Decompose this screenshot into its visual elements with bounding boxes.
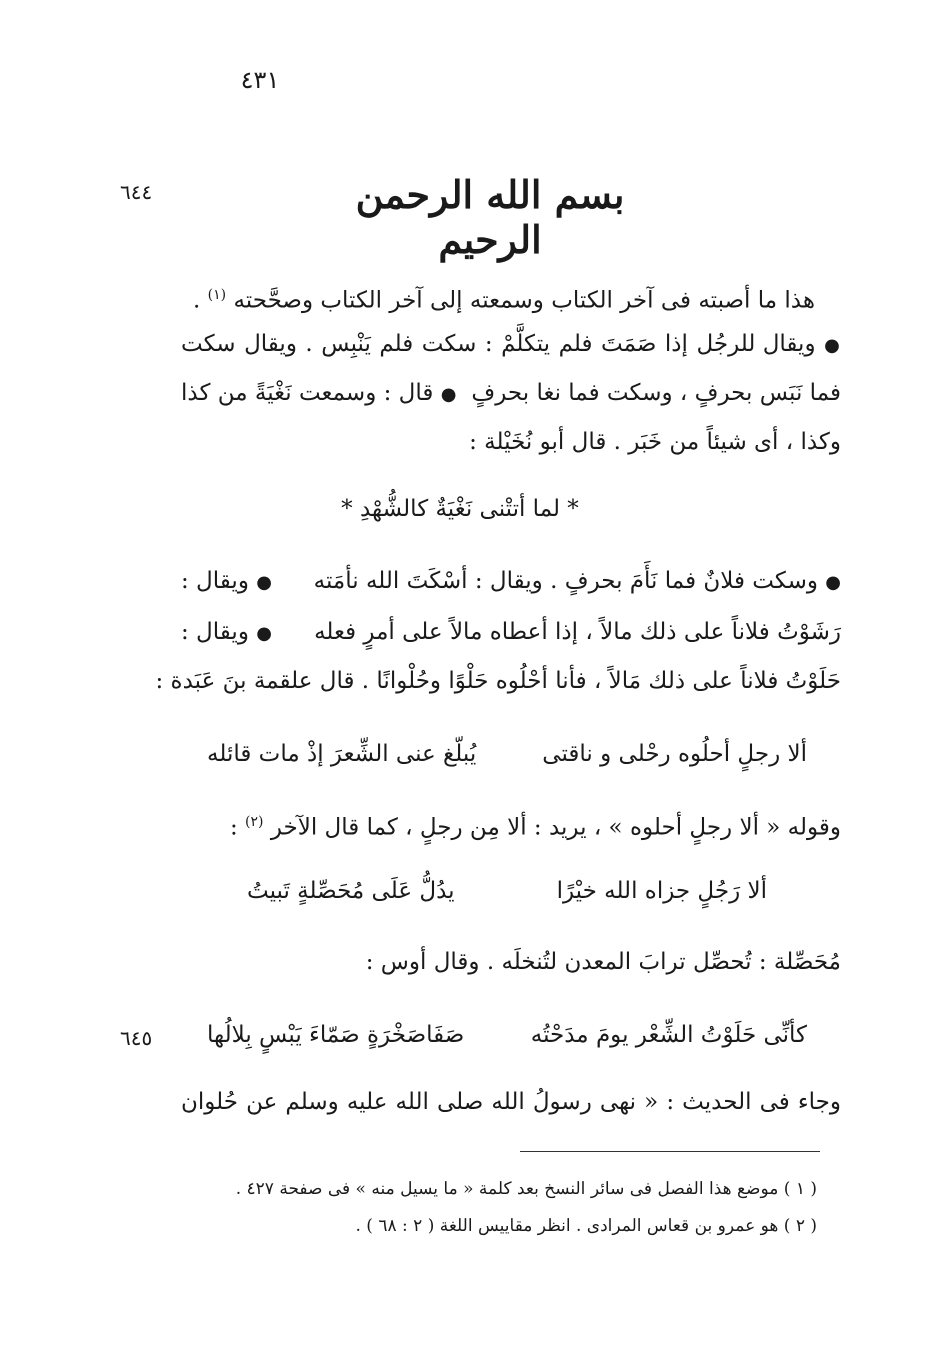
verse-2-second-half: يدُلُّ عَلَى مُحَصِّلةٍ تَبيتُ — [247, 878, 455, 904]
text-line-8-body: وقوله « ألا رجلٍ أحلوه » ، يريد : ألا مِن رجلٍ ، كما قال الآخر — [270, 814, 841, 841]
bullet-marker: ● — [440, 384, 457, 405]
text-line-10: وجاء فى الحديث : « نهى رسولُ الله صلى الله عليه وسلم عن حُلوان — [181, 1089, 841, 1115]
text-line-6 — [181, 613, 841, 653]
text-line-3-part-a: فما نَبَس بحرفٍ ، وسكت فما نغا بحرفٍ — [471, 380, 841, 406]
poetry-hemistich: * لما أتتْنى نَغْيَةٌ كالشُّهْدِ * — [341, 496, 579, 522]
footnote-separator — [520, 1151, 820, 1152]
text-line-3 — [181, 374, 841, 414]
text-line-5-part-a: وسكت فلانٌ فما نَأَمَ بحرفٍ . ويقال : أسْكَتَ الله نأمَته — [313, 568, 818, 594]
poetry-verse-3 — [207, 1016, 807, 1054]
verse-1-second-half: يُبلّغ عنى الشِّعرَ إذْ مات قائله — [207, 741, 477, 767]
bullet-marker: ● — [256, 572, 272, 593]
poetry-verse-2 — [247, 872, 767, 910]
poetry-verse-1 — [207, 735, 807, 773]
text-line-5 — [181, 562, 841, 602]
text-line-6-part-a: رَشَوْتُ فلاناً على ذلك مالاً ، إذا أعطاه مالاً على أمرٍ فعله — [314, 619, 841, 645]
text-line-8-colon: : — [229, 814, 238, 841]
text-line-5-part-b: ويقال : — [181, 568, 249, 594]
footnote-1: ( ١ ) موضع هذا الفصل فى سائر النسخ بعد كلمة « ما يسيل منه » فى صفحة ٤٢٧ . — [235, 1179, 817, 1199]
text-line-3-part-b: قال : وسمعت نَغْيَةً من كذا — [181, 380, 434, 406]
text-line-4: وكذا ، أى شيئاً من خَبَر . قال أبو نُخَيْلة : — [469, 429, 841, 455]
bullet-marker: ● — [256, 623, 272, 644]
margin-number-bottom: ٦٤٥ — [120, 1026, 153, 1050]
text-line-2-body: ويقال للرجُل إذا صَمَتَ فلم يتكلَّمْ : سكت فلم يَنْبِس . ويقال سكت — [181, 331, 816, 357]
verse-3-second-half: صَفَاصَخْرَةٍ صَمّاءَ يَبْسٍ بِلالُها — [207, 1022, 465, 1048]
bullet-marker: ● — [824, 335, 841, 356]
margin-number-top: ٦٤٤ — [120, 180, 153, 204]
verse-1-first-half: ألا رجلٍ أحلُوه رحْلى و ناقتى — [542, 741, 807, 767]
footnote-ref-2: (٢) — [245, 814, 264, 830]
footnote-2: ( ٢ ) هو عمرو بن قعاس المرادى . انظر مقاييس اللغة ( ٢ : ٦٨ ) . — [355, 1216, 817, 1236]
text-line-1-body: هذا ما أصبته فى آخر الكتاب وسمعته إلى آخر الكتاب وصحَّحته — [233, 287, 815, 314]
text-line-9: مُحَصِّلة : تُحصِّل ترابَ المعدن لتُنخلَه . وقال أوس : — [365, 949, 841, 975]
text-line-7: حَلَوْتُ فلاناً على ذلك مَالاً ، فأنا أحْلُوه حَلْوًا وحُلْوانًا . قال علقمة بنَ عَبَدة : — [155, 668, 841, 694]
text-line-8 — [181, 803, 841, 847]
verse-2-first-half: ألا رَجُلٍ جزاه الله خيْرًا — [556, 878, 767, 904]
bullet-marker: ● — [825, 572, 841, 593]
text-line-2 — [181, 325, 841, 365]
verse-3-first-half: كأنِّى حَلَوْتُ الشِّعْر يومَ مدَحْتُه — [530, 1022, 807, 1048]
basmala-heading: بسم الله الرحمن الرحيم — [355, 172, 625, 262]
text-line-6-part-b: ويقال : — [181, 619, 249, 645]
text-line-1: هذا ما أصبته فى آخر الكتاب وسمعته إلى آخر الكتاب وصحَّحته $^{(١)}$ . — [193, 287, 815, 314]
footnote-ref-1: (١) — [207, 287, 227, 303]
page-number: ٤٣١ — [240, 66, 280, 94]
